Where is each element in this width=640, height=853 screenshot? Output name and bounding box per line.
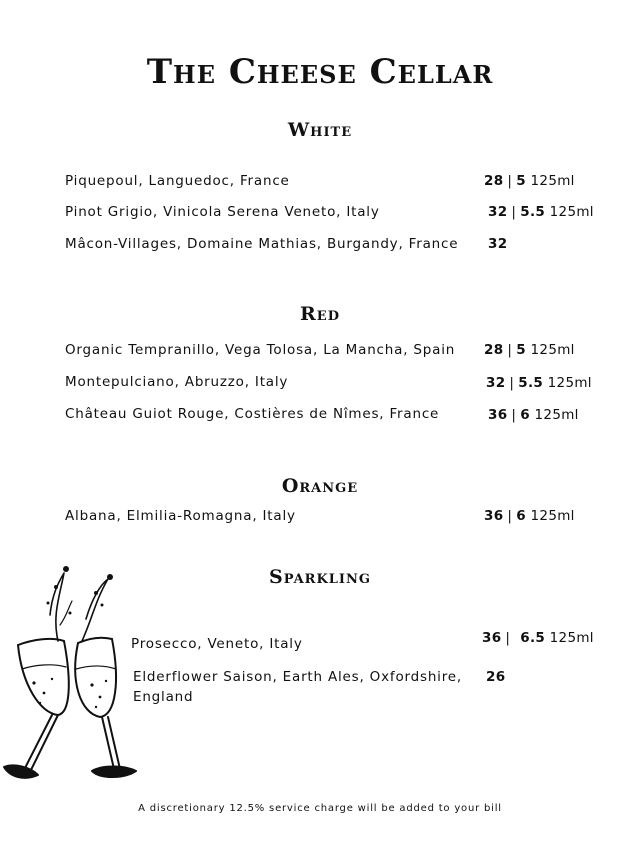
wine-name: Montepulciano, Abruzzo, Italy: [65, 374, 289, 390]
bottle-price: 36: [484, 508, 504, 524]
price-separator: |: [511, 204, 517, 220]
glass-price: 5: [516, 173, 526, 189]
bottle-price: 36: [488, 407, 508, 423]
price-separator: |: [507, 508, 513, 524]
wine-price: [488, 407, 579, 423]
bottle-price: 28: [484, 173, 504, 189]
wine-name: Pinot Grigio, Vinicola Serena Veneto, Italy: [65, 204, 380, 220]
bottle-price: 32: [488, 204, 508, 220]
glass-unit: 125ml: [534, 407, 579, 423]
bottle-price: 26: [486, 669, 506, 685]
glass-price: 6: [516, 508, 526, 524]
section-heading-red: Red: [300, 303, 340, 325]
wine-name: Elderflower Saison, Earth Ales, Oxfordshire,: [133, 669, 462, 685]
price-separator: |: [507, 342, 513, 358]
bottle-price: 28: [484, 342, 504, 358]
menu-title: The Cheese Cellar: [146, 52, 494, 92]
wine-name: Piquepoul, Languedoc, France: [65, 173, 290, 189]
glass-unit: 125ml: [530, 508, 575, 524]
wine-price: [486, 375, 592, 391]
glass-price: 6: [520, 407, 530, 423]
glass-unit: 125ml: [530, 173, 575, 189]
glass-price: 5.5: [520, 204, 546, 220]
bottle-price: 32: [488, 236, 508, 252]
wine-name: Mâcon-Villages, Domaine Mathias, Burgandy, France: [65, 236, 459, 252]
price-separator: |: [507, 173, 513, 189]
wine-price: [482, 630, 594, 646]
wine-price: [484, 173, 575, 189]
wine-price: [488, 204, 594, 220]
wine-name: Organic Tempranillo, Vega Tolosa, La Mancha, Spain: [65, 342, 456, 358]
glass-unit: 125ml: [530, 342, 575, 358]
glass-unit: 125ml: [549, 204, 594, 220]
section-heading-sparkling: Sparkling: [269, 566, 371, 588]
wine-name: Albana, Elmilia-Romagna, Italy: [65, 508, 296, 524]
wine-price: [486, 669, 505, 685]
price-separator: |: [511, 407, 517, 423]
wine-name: Prosecco, Veneto, Italy: [131, 636, 303, 652]
section-heading-white: White: [287, 119, 353, 141]
bottle-price: 36: [482, 630, 502, 646]
service-charge-note: A discretionary 12.5% service charge will be added to your bill: [138, 803, 502, 814]
wine-price: [484, 508, 575, 524]
section-heading-orange: Orange: [281, 475, 359, 497]
wine-name: Château Guiot Rouge, Costières de Nîmes, France: [65, 406, 440, 422]
price-separator: |: [505, 630, 511, 646]
glass-price: 5.5: [518, 375, 544, 391]
bottle-price: 32: [486, 375, 506, 391]
glass-price: 5: [516, 342, 526, 358]
glass-price: 6.5: [520, 630, 546, 646]
champagne-glasses-icon: [0, 565, 150, 790]
wine-name-continued: England: [133, 689, 194, 705]
glass-unit: 125ml: [547, 375, 592, 391]
wine-price: [488, 236, 507, 252]
wine-price: [484, 342, 575, 358]
glass-unit: 125ml: [549, 630, 594, 646]
price-separator: |: [509, 375, 515, 391]
